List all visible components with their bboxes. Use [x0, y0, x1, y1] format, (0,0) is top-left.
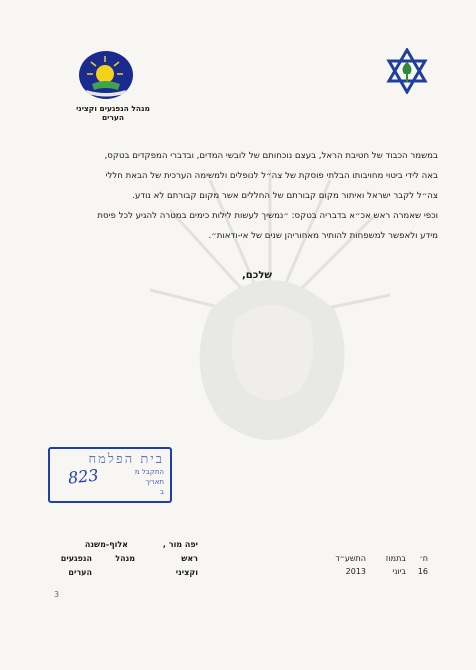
star-of-david-tree-icon	[385, 48, 429, 94]
signature-name: יפה מור ,	[162, 540, 198, 549]
letter-line: וכפי שאמרה ראש אכ״א בדבריה בטקס: ״נמשיך לעשות לילות כימים במטרה להגיע לכל פיסת	[97, 211, 438, 221]
sunburst-crest-icon	[78, 50, 134, 100]
signature-title-word: ראש	[181, 554, 198, 563]
signature-title-word: הערים	[68, 568, 92, 577]
signature-title-word: וקציני	[175, 568, 198, 577]
letter-line: צה״ל לקבר ישראל ואיתור מקום קבורתם של החללים אשר מקום קבורתם לא נודע.	[132, 191, 438, 201]
letter-line: במשמר הכבוד של חטיבת הראל, בעצם נוכחותם של לובשי המדים, ובדברי המפקדים בטקס,	[104, 151, 438, 161]
page-number: 3	[54, 590, 60, 599]
stamp-line: תאריך	[145, 478, 164, 486]
left-logo-caption: מנהל הנפגעים וקציני הערים	[76, 104, 150, 122]
signature-rank: אלוף-משנה	[84, 540, 128, 549]
date-hebrew-day: ח׳	[419, 554, 428, 563]
date-hebrew-year: התשע״ד	[335, 554, 366, 563]
date-gregorian-month: ביוני	[392, 567, 406, 576]
stamp-handwriting: 823	[67, 465, 100, 488]
date-gregorian-day: 16	[417, 567, 428, 576]
signoff: שלכם,	[241, 270, 272, 281]
stamp-title: בית הפלמח	[88, 452, 164, 467]
date-hebrew-month: בתמוז	[385, 554, 406, 563]
signature-title-word: מנהל	[115, 554, 135, 563]
signature-title-word: הנפגעים	[60, 554, 92, 563]
letter-line: באה לידי ביטוי מחויבותו הבלתי פוסקת של צה״ל לנופלים ולמשימה הערכית של הבאת חללי	[105, 171, 438, 181]
letter-line: מידע ולאפשר למשפחות להותיר מאחוריהן שנים של אי-ודאות״.	[208, 231, 438, 241]
date-gregorian-year: 2013	[345, 567, 366, 576]
stamp-line: ב	[159, 488, 164, 496]
received-stamp	[48, 447, 172, 503]
stamp-line: התקבל מ	[134, 468, 164, 476]
letter-body	[38, 146, 438, 246]
